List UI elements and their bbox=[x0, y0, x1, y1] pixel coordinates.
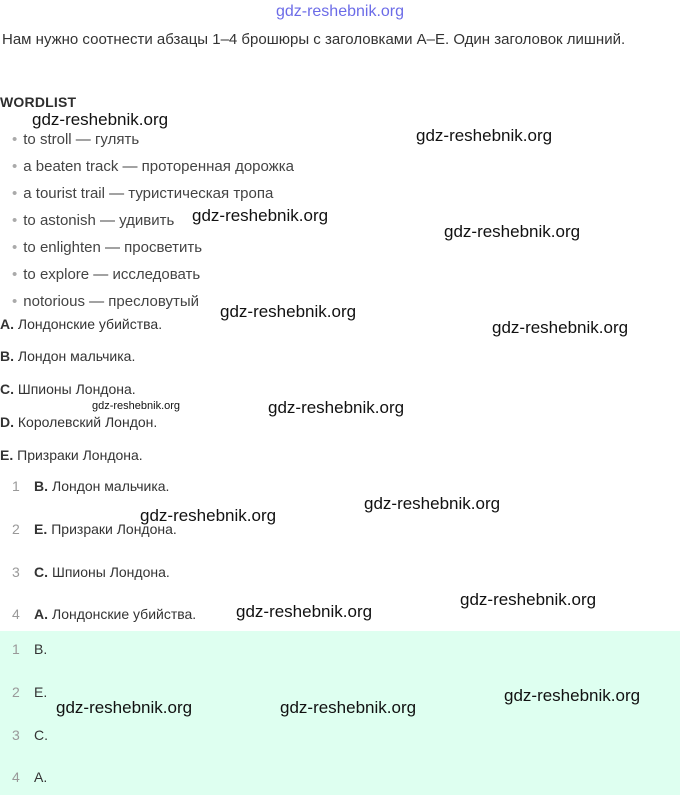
watermark: gdz-reshebnik.org bbox=[92, 400, 181, 412]
answer-row-short: 4 A. bbox=[12, 769, 48, 785]
wordlist-item: • a beaten track — проторенная дорожка bbox=[12, 158, 294, 175]
watermark: gdz-reshebnik.org bbox=[444, 222, 581, 241]
wordlist-item: • to astonish — удивить bbox=[12, 212, 175, 229]
heading-option: C. Шпионы Лондона. bbox=[0, 381, 136, 397]
answer-row: 3 C. Шпионы Лондона. bbox=[12, 564, 170, 580]
bullet-icon: • bbox=[12, 131, 18, 148]
answer-row: 1 B. Лондон мальчика. bbox=[12, 478, 170, 494]
heading-option: A. Лондонские убийства. bbox=[0, 316, 163, 332]
watermark: gdz-reshebnik.org bbox=[140, 506, 277, 525]
watermark-top: gdz-reshebnik.org bbox=[275, 3, 405, 20]
watermark: gdz-reshebnik.org bbox=[492, 318, 629, 337]
bullet-icon: • bbox=[12, 239, 18, 256]
heading-option: D. Королевский Лондон. bbox=[0, 414, 158, 430]
bullet-icon: • bbox=[12, 185, 18, 202]
answer-row-short: 1 B. bbox=[12, 641, 48, 657]
heading-option: B. Лондон мальчика. bbox=[0, 348, 136, 364]
watermark: gdz-reshebnik.org bbox=[364, 494, 501, 513]
wordlist-item: • to stroll — гулять bbox=[12, 131, 140, 148]
bullet-icon: • bbox=[12, 266, 18, 283]
watermark: gdz-reshebnik.org bbox=[220, 302, 357, 321]
watermark: gdz-reshebnik.org bbox=[460, 590, 597, 609]
answer-row-short: 3 C. bbox=[12, 727, 48, 743]
answer-row-short: 2 E. bbox=[12, 684, 48, 700]
watermark: gdz-reshebnik.org bbox=[504, 686, 641, 705]
wordlist-title: WORDLIST bbox=[0, 94, 77, 110]
watermark: gdz-reshebnik.org bbox=[56, 698, 193, 717]
wordlist-item: • notorious — пресловутый bbox=[12, 293, 200, 310]
watermark: gdz-reshebnik.org bbox=[416, 126, 553, 145]
answer-row: 4 A. Лондонские убийства. bbox=[12, 606, 197, 622]
wordlist-item: • to explore — исследовать bbox=[12, 266, 201, 283]
watermark: gdz-reshebnik.org bbox=[192, 206, 329, 225]
heading-option: E. Призраки Лондона. bbox=[0, 447, 143, 463]
bullet-icon: • bbox=[12, 158, 18, 175]
bullet-icon: • bbox=[12, 212, 18, 229]
bullet-icon: • bbox=[12, 293, 18, 310]
watermark: gdz-reshebnik.org bbox=[280, 698, 417, 717]
watermark: gdz-reshebnik.org bbox=[32, 110, 169, 129]
watermark: gdz-reshebnik.org bbox=[268, 398, 405, 417]
wordlist-item: • to enlighten — просветить bbox=[12, 239, 203, 256]
answer-row: 2 E. Призраки Лондона. bbox=[12, 521, 177, 537]
wordlist-item: • a tourist trail — туристическая тропа bbox=[12, 185, 274, 202]
task-instruction: Нам нужно соотнести абзацы 1–4 брошюры с заголовками А–Е. Один заголовок лишний. bbox=[2, 31, 626, 48]
watermark: gdz-reshebnik.org bbox=[236, 602, 373, 621]
